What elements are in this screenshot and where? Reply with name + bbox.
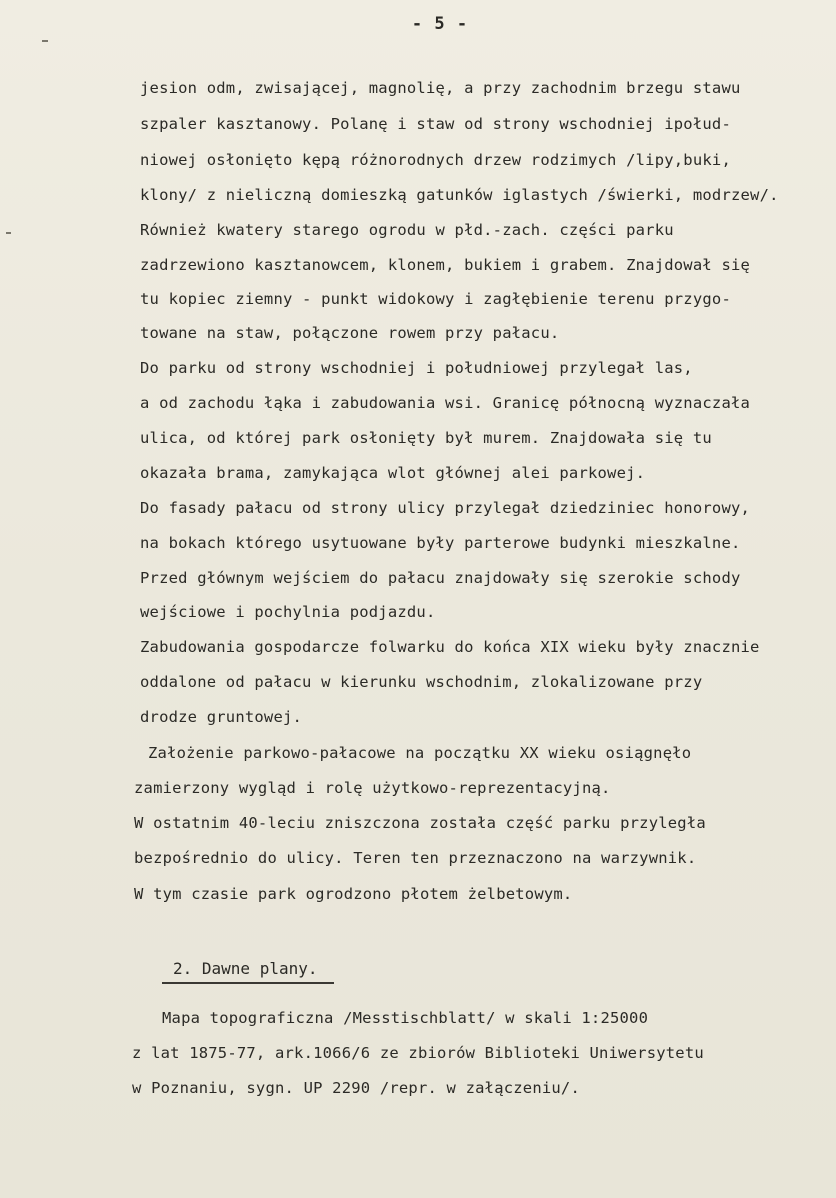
margin-mark bbox=[42, 40, 48, 42]
text-line: a od zachodu łąka i zabudowania wsi. Granicę północną wyznaczała bbox=[140, 394, 751, 412]
text-line: zadrzewiono kasztanowcem, klonem, bukiem i grabem. Znajdował się bbox=[140, 256, 751, 274]
text-line: bezpośrednio do ulicy. Teren ten przeznaczono na warzywnik. bbox=[134, 849, 697, 867]
text-line: tu kopiec ziemny - punkt widokowy i zagłębienie terenu przygo- bbox=[140, 290, 731, 308]
text-line: w Poznaniu, sygn. UP 2290 /repr. w załączeniu/. bbox=[132, 1079, 580, 1097]
text-line: drodze gruntowej. bbox=[140, 708, 303, 726]
text-line: Również kwatery starego ogrodu w płd.-zach. części parku bbox=[140, 221, 674, 239]
section-heading: 2. Dawne plany. bbox=[173, 959, 318, 978]
text-line: ulica, od której park osłonięty był murem. Znajdowała się tu bbox=[140, 429, 712, 447]
text-line: Założenie parkowo-pałacowe na początku XX wieku osiągnęło bbox=[148, 744, 692, 762]
text-line: towane na staw, połączone rowem przy pałacu. bbox=[140, 324, 560, 342]
text-line: W tym czasie park ogrodzono płotem żelbetowym. bbox=[134, 885, 573, 903]
text-line: niowej osłonięto kępą różnorodnych drzew rodzimych /lipy,buki, bbox=[140, 151, 731, 169]
text-line: Przed głównym wejściem do pałacu znajdowały się szerokie schody bbox=[140, 569, 741, 587]
text-line: oddalone od pałacu w kierunku wschodnim, zlokalizowane przy bbox=[140, 673, 703, 691]
text-line: Mapa topograficzna /Messtischblatt/ w skali 1:25000 bbox=[162, 1009, 649, 1027]
text-line: W ostatnim 40-leciu zniszczona została część parku przyległa bbox=[134, 814, 706, 832]
text-line: Do fasady pałacu od strony ulicy przylegał dziedziniec honorowy, bbox=[140, 499, 751, 517]
text-line: z lat 1875-77, ark.1066/6 ze zbiorów Biblioteki Uniwersytetu bbox=[132, 1044, 704, 1062]
page-number: - 5 - bbox=[411, 14, 469, 34]
heading-underline bbox=[162, 982, 334, 984]
text-line: Zabudowania gospodarcze folwarku do końca XIX wieku były znacznie bbox=[140, 638, 760, 656]
text-line: szpaler kasztanowy. Polanę i staw od strony wschodniej ipołud- bbox=[140, 115, 731, 133]
text-line: wejściowe i pochylnia podjazdu. bbox=[140, 603, 436, 621]
text-line: zamierzony wygląd i rolę użytkowo-reprezentacyjną. bbox=[134, 779, 611, 797]
text-line: jesion odm, zwisającej, magnolię, a przy zachodnim brzegu stawu bbox=[140, 79, 741, 97]
text-line: okazała brama, zamykająca wlot głównej alei parkowej. bbox=[140, 464, 646, 482]
text-line: na bokach którego usytuowane były parterowe budynki mieszkalne. bbox=[140, 534, 741, 552]
text-line: klony/ z nieliczną domieszką gatunków iglastych /świerki, modrzew/. bbox=[140, 186, 779, 204]
text-line: Do parku od strony wschodniej i południowej przylegał las, bbox=[140, 359, 693, 377]
margin-mark bbox=[6, 232, 11, 234]
